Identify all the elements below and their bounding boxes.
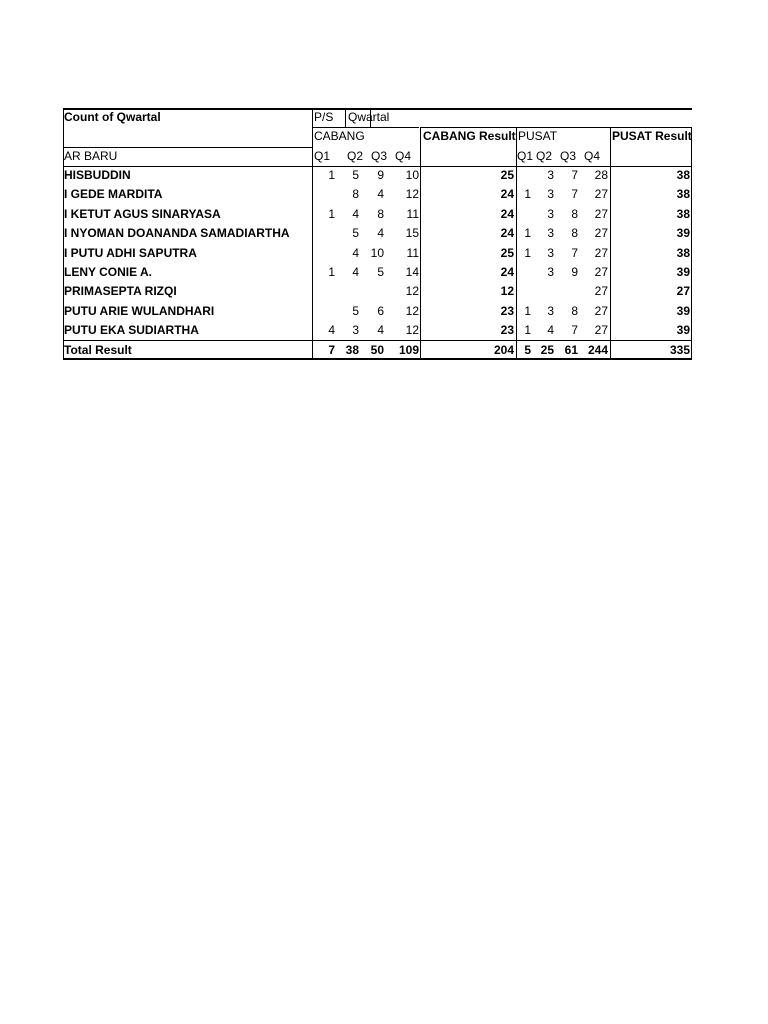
row-0-pusat-q3: 7 xyxy=(571,168,578,182)
row-6-cabang-result: 12 xyxy=(500,284,514,299)
cabang-q4-header: Q4 xyxy=(395,149,412,163)
row-0-name: HISBUDDIN xyxy=(64,168,131,182)
row-0-pusat-result: 38 xyxy=(676,168,690,182)
cabang-result-top-border xyxy=(421,127,516,128)
row-4-cabang-q4: 11 xyxy=(406,245,419,260)
total-row-pusat-q1: 5 xyxy=(524,342,531,357)
row-2-cabang-result: 24 xyxy=(500,206,514,221)
row-7-pusat-q3: 8 xyxy=(571,303,578,318)
cabang-header: CABANG xyxy=(314,129,365,143)
row-3-cabang-q2: 5 xyxy=(352,226,359,241)
row-5-pusat-result: 39 xyxy=(676,265,690,279)
row-1-cabang-result: 24 xyxy=(500,187,514,202)
row-4-name: I PUTU ADHI SAPUTRA xyxy=(64,245,197,260)
row-4-pusat-q3: 7 xyxy=(571,245,578,260)
qwartal-field-button[interactable]: Qwartal xyxy=(348,110,390,124)
row-5-cabang-q4: 14 xyxy=(405,265,419,279)
pusat-q4-header: Q4 xyxy=(584,149,601,163)
row-3-name: I NYOMAN DOANANDA SAMADIARTHA xyxy=(64,226,290,241)
row-2-pusat-q3: 8 xyxy=(571,206,578,221)
row-2-name: I KETUT AGUS SINARYASA xyxy=(64,206,221,221)
row-1-pusat-q3: 7 xyxy=(571,187,578,202)
row-8-name: PUTU EKA SUDIARTHA xyxy=(64,323,199,338)
row-4-pusat-q2: 3 xyxy=(547,245,554,260)
row-1-pusat-q4: 27 xyxy=(594,187,608,202)
row-1-cabang-q2: 8 xyxy=(352,187,359,202)
row-5-cabang-result: 24 xyxy=(500,265,514,279)
row-8-cabang-q3: 4 xyxy=(377,323,384,338)
row-1-pusat-q2: 3 xyxy=(547,187,554,202)
right-border xyxy=(691,127,692,360)
row-8-pusat-q1: 1 xyxy=(524,323,531,338)
row-1-cabang-q3: 4 xyxy=(377,187,384,202)
row-7-cabang-q4: 12 xyxy=(405,303,419,318)
row-3-pusat-q2: 3 xyxy=(547,226,554,241)
row-0-cabang-q4: 10 xyxy=(405,168,419,182)
row-5-pusat-q2: 3 xyxy=(547,265,554,279)
total-row-cabang-q1: 7 xyxy=(328,342,335,357)
pusat-q3-header: Q3 xyxy=(560,149,577,163)
cabang-q2-header: Q2 xyxy=(347,149,364,163)
row-1-cabang-q4: 12 xyxy=(405,187,419,202)
row-5-name: LENY CONIE A. xyxy=(64,265,153,279)
row-8-cabang-q1: 4 xyxy=(328,323,335,338)
total-row-cabang-q2: 38 xyxy=(345,342,359,357)
row-2-cabang-q2: 4 xyxy=(352,206,359,221)
row-2-cabang-q3: 8 xyxy=(377,206,384,221)
row-4-pusat-q4: 27 xyxy=(594,245,608,260)
row-3-cabang-q3: 4 xyxy=(377,226,384,241)
row-4-cabang-q3: 10 xyxy=(370,245,384,260)
row-3-pusat-result: 39 xyxy=(676,226,690,241)
row-8-cabang-q4: 12 xyxy=(405,323,419,338)
cabang-q3-header: Q3 xyxy=(371,149,388,163)
cabang-q1-header: Q1 xyxy=(314,149,331,163)
row-6-pusat-result: 27 xyxy=(676,284,690,299)
pusat-result-header: PUSAT Result xyxy=(612,129,692,143)
row-0-cabang-q1: 1 xyxy=(328,168,335,182)
total-row-name: Total Result xyxy=(64,342,132,357)
row-6-name: PRIMASEPTA RIZQI xyxy=(64,284,177,299)
cabang-result-left-border xyxy=(420,127,421,360)
row-5-cabang-q2: 4 xyxy=(352,265,359,279)
cabang-result-right-border xyxy=(516,127,517,360)
field-button-divider-2 xyxy=(370,108,371,127)
total-row-pusat-result: 335 xyxy=(669,342,690,357)
ps-field-button[interactable]: P/S xyxy=(314,110,334,124)
row-2-cabang-q1: 1 xyxy=(328,206,335,221)
row-7-cabang-q3: 6 xyxy=(377,303,384,318)
row-5-cabang-q3: 5 xyxy=(377,265,384,279)
row-7-pusat-q2: 3 xyxy=(547,303,554,318)
total-row-pusat-q3: 61 xyxy=(564,342,578,357)
row-8-pusat-q4: 27 xyxy=(594,323,608,338)
row-7-pusat-q1: 1 xyxy=(524,303,531,318)
row-7-pusat-q4: 27 xyxy=(594,303,608,318)
row-8-pusat-q3: 7 xyxy=(571,323,578,338)
row-7-pusat-result: 39 xyxy=(676,303,690,318)
row-8-cabang-result: 23 xyxy=(500,323,514,338)
row-8-cabang-q2: 3 xyxy=(352,323,359,338)
row-0-cabang-q3: 9 xyxy=(377,168,384,182)
row-5-cabang-q1: 1 xyxy=(328,265,335,279)
total-row-cabang-q4: 109 xyxy=(398,342,419,357)
row-6-cabang-q4: 12 xyxy=(405,284,419,299)
row-3-pusat-q1: 1 xyxy=(524,226,531,241)
row-4-cabang-result: 25 xyxy=(500,245,514,260)
total-row-cabang-result: 204 xyxy=(493,342,514,357)
row-6-pusat-q4: 27 xyxy=(594,284,608,299)
pusat-result-left-border xyxy=(610,127,611,360)
row-1-pusat-result: 38 xyxy=(676,187,690,202)
top-border xyxy=(63,108,692,110)
row-header-border xyxy=(312,108,313,360)
cabang-top-border xyxy=(312,127,419,128)
row-5-pusat-q4: 27 xyxy=(594,265,608,279)
total-row-pusat-q2: 25 xyxy=(540,342,554,357)
row-2-pusat-result: 38 xyxy=(676,206,690,221)
pusat-top-border xyxy=(516,127,610,128)
row-0-pusat-q4: 28 xyxy=(594,168,608,182)
row-0-pusat-q2: 3 xyxy=(547,168,554,182)
corner-label: Count of Qwartal xyxy=(64,110,161,124)
row-8-pusat-q2: 4 xyxy=(547,323,554,338)
row-1-name: I GEDE MARDITA xyxy=(64,187,163,202)
pusat-q2-header: Q2 xyxy=(536,149,553,163)
row-4-pusat-result: 38 xyxy=(676,245,690,260)
row-0-cabang-q2: 5 xyxy=(352,168,359,182)
pusat-q1-header: Q1 xyxy=(517,149,534,163)
row-8-pusat-result: 39 xyxy=(676,323,690,338)
row-3-pusat-q4: 27 xyxy=(594,226,608,241)
row-1-pusat-q1: 1 xyxy=(524,187,531,202)
pusat-header: PUSAT xyxy=(518,129,558,143)
row-7-cabang-result: 23 xyxy=(500,303,514,318)
row-3-cabang-result: 24 xyxy=(500,226,514,241)
row-field-label[interactable]: AR BARU xyxy=(64,149,118,163)
pusat-result-top-border xyxy=(610,127,692,128)
row-field-separator xyxy=(63,147,312,148)
cabang-result-header: CABANG Result xyxy=(423,129,516,143)
pivot-table xyxy=(63,108,692,360)
row-2-cabang-q4: 11 xyxy=(406,206,419,221)
total-row-cabang-q3: 50 xyxy=(370,342,384,357)
row-2-pusat-q2: 3 xyxy=(547,206,554,221)
row-2-pusat-q4: 27 xyxy=(594,206,608,221)
row-4-cabang-q2: 4 xyxy=(352,245,359,260)
row-7-name: PUTU ARIE WULANDHARI xyxy=(64,303,215,318)
row-0-cabang-result: 25 xyxy=(500,168,514,182)
total-row-pusat-q4: 244 xyxy=(587,342,608,357)
row-3-pusat-q3: 8 xyxy=(571,226,578,241)
row-4-pusat-q1: 1 xyxy=(524,245,531,260)
row-7-cabang-q2: 5 xyxy=(352,303,359,318)
row-3-cabang-q4: 15 xyxy=(405,226,419,241)
row-5-pusat-q3: 9 xyxy=(571,265,578,279)
field-button-divider xyxy=(345,108,346,127)
